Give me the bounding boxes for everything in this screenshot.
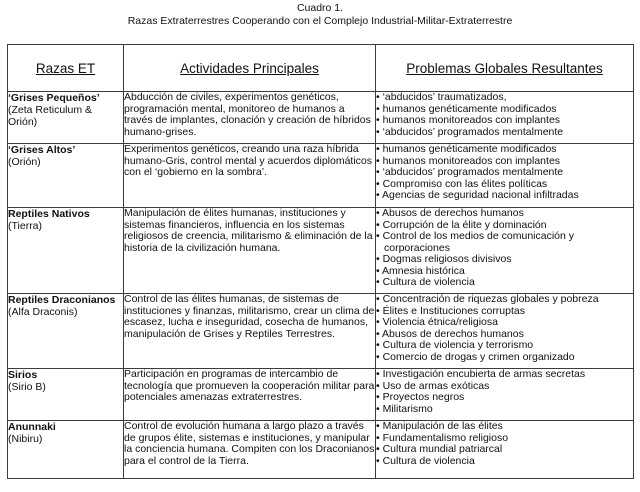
list-item: • ‘abducidos’ programados mentalmente [376, 167, 633, 179]
list-item: • Proyectos negros [376, 392, 633, 404]
list-item: • Compromiso con las élites políticas [376, 179, 633, 191]
problems-list [376, 369, 633, 415]
list-item: • ‘abducidos’ traumatizados, [376, 92, 633, 104]
activities-cell: Experimentos genéticos, creando una raza híbrida humano-Gris, control mental y acuerdos diplomáticos con el ‘gobierno en la sombra’. [124, 144, 376, 208]
table-row [8, 144, 634, 208]
race-name: ‘Grises Pequeños’ [8, 92, 100, 104]
list-item: • Amnesia histórica [376, 266, 633, 278]
table-row [8, 92, 634, 144]
race-origin: (Sirio B) [8, 381, 46, 393]
race-cell [8, 294, 124, 369]
problems-list [376, 421, 633, 467]
race-origin: (Orión) [8, 156, 41, 168]
problems-cell [376, 92, 634, 144]
list-item: • humanos monitoreados con implantes [376, 156, 633, 168]
list-item: • Manipulación de las élites [376, 421, 633, 433]
list-item: • Cultura de violencia [376, 456, 633, 468]
race-cell [8, 92, 124, 144]
list-item: • Abusos de derechos humanos [376, 329, 633, 341]
race-origin: (Alfa Draconis) [8, 306, 78, 318]
list-item: • humanos genéticamente modificados [376, 104, 633, 116]
race-name: Sirios [8, 369, 38, 381]
list-item: • Uso de armas exóticas [376, 381, 633, 393]
race-cell [8, 144, 124, 208]
list-item: • Concentración de riquezas globales y pobreza [376, 294, 633, 306]
list-item: • Violencia étnica/religiosa [376, 317, 633, 329]
caption-title: Razas Extraterrestres Cooperando con el Complejo Industrial-Militar-Extraterrestre [127, 15, 513, 27]
activities-cell: Manipulación de élites humanas, instituciones y sistemas financieros, influencia en los sistemas religiosos de creencia, militarismo & eliminación de la historia de la civilización humana. [124, 208, 376, 294]
table-row [8, 208, 634, 294]
list-item: • Cultura de violencia y terrorismo [376, 340, 633, 352]
race-origin: (Nibiru) [8, 433, 43, 445]
list-item: • humanos genéticamente modificados [376, 144, 633, 156]
list-item: • Abusos de derechos humanos [376, 208, 633, 220]
problems-list [376, 92, 633, 138]
table-caption [0, 2, 640, 28]
problems-list [376, 208, 633, 289]
list-item: • Agencias de seguridad nacional infiltradas [376, 190, 633, 202]
race-origin: (Zeta Reticulum & Orión) [8, 104, 93, 128]
race-name: Anunnaki [8, 421, 56, 433]
problems-cell [376, 294, 634, 369]
race-cell [8, 421, 124, 479]
header-row [8, 45, 634, 92]
problems-cell [376, 144, 634, 208]
race-name: Reptiles Nativos [8, 208, 90, 220]
problems-list [376, 294, 633, 363]
list-item: • Cultura de violencia [376, 277, 633, 289]
list-item: • Investigación encubierta de armas secretas [376, 369, 633, 381]
list-item: • Dogmas religiosos divisivos [376, 254, 633, 266]
list-item: • Militarismo [376, 404, 633, 416]
race-cell [8, 369, 124, 421]
table-row [8, 294, 634, 369]
list-item: • ‘abducidos’ programados mentalmente [376, 127, 633, 139]
list-item: • Cultura mundial patriarcal [376, 444, 633, 456]
caption-number: Cuadro 1. [296, 2, 344, 14]
race-origin: (Tierra) [8, 220, 43, 232]
activities-cell: Participación en programas de intercambio de tecnología que promueven la cooperación militar para potenciales amenazas extraterrestres. [124, 369, 376, 421]
et-races-table [7, 44, 634, 479]
list-item: • Comercio de drogas y crimen organizado [376, 352, 633, 364]
problems-list [376, 144, 633, 202]
problems-cell [376, 421, 634, 479]
header-races: Razas ET [8, 45, 124, 92]
problems-cell [376, 369, 634, 421]
list-item: • Corrupción de la élite y dominación [376, 220, 633, 232]
list-item: • Control de los medios de comunicación y corporaciones [376, 231, 633, 254]
table-row [8, 421, 634, 479]
activities-cell: Control de las élites humanas, de sistemas de instituciones y finanzas, militarismo, crear un clima de escasez, lucha e inseguridad, cosecha de humanos, manipulación de Grises y Reptiles Terrestres. [124, 294, 376, 369]
list-item: • Élites e Instituciones corruptas [376, 306, 633, 318]
table-row [8, 369, 634, 421]
header-problems: Problemas Globales Resultantes [376, 45, 634, 92]
race-cell [8, 208, 124, 294]
header-activities: Actividades Principales [124, 45, 376, 92]
list-item: • Fundamentalismo religioso [376, 433, 633, 445]
list-item: • humanos monitoreados con implantes [376, 115, 633, 127]
race-name: ‘Grises Altos’ [8, 144, 76, 156]
race-name: Reptiles Draconianos [8, 294, 116, 306]
activities-cell: Abducción de civiles, experimentos genéticos, programación mental, monitoreo de humanos a través de implantes, clonación y creación de híbridos humano-grises. [124, 92, 376, 144]
activities-cell: Control de evolución humana a largo plazo a través de grupos élite, sistemas e instituciones, y manipular la conciencia humana. Compiten con los Draconianos para el control de la Tierra. [124, 421, 376, 479]
problems-cell [376, 208, 634, 294]
